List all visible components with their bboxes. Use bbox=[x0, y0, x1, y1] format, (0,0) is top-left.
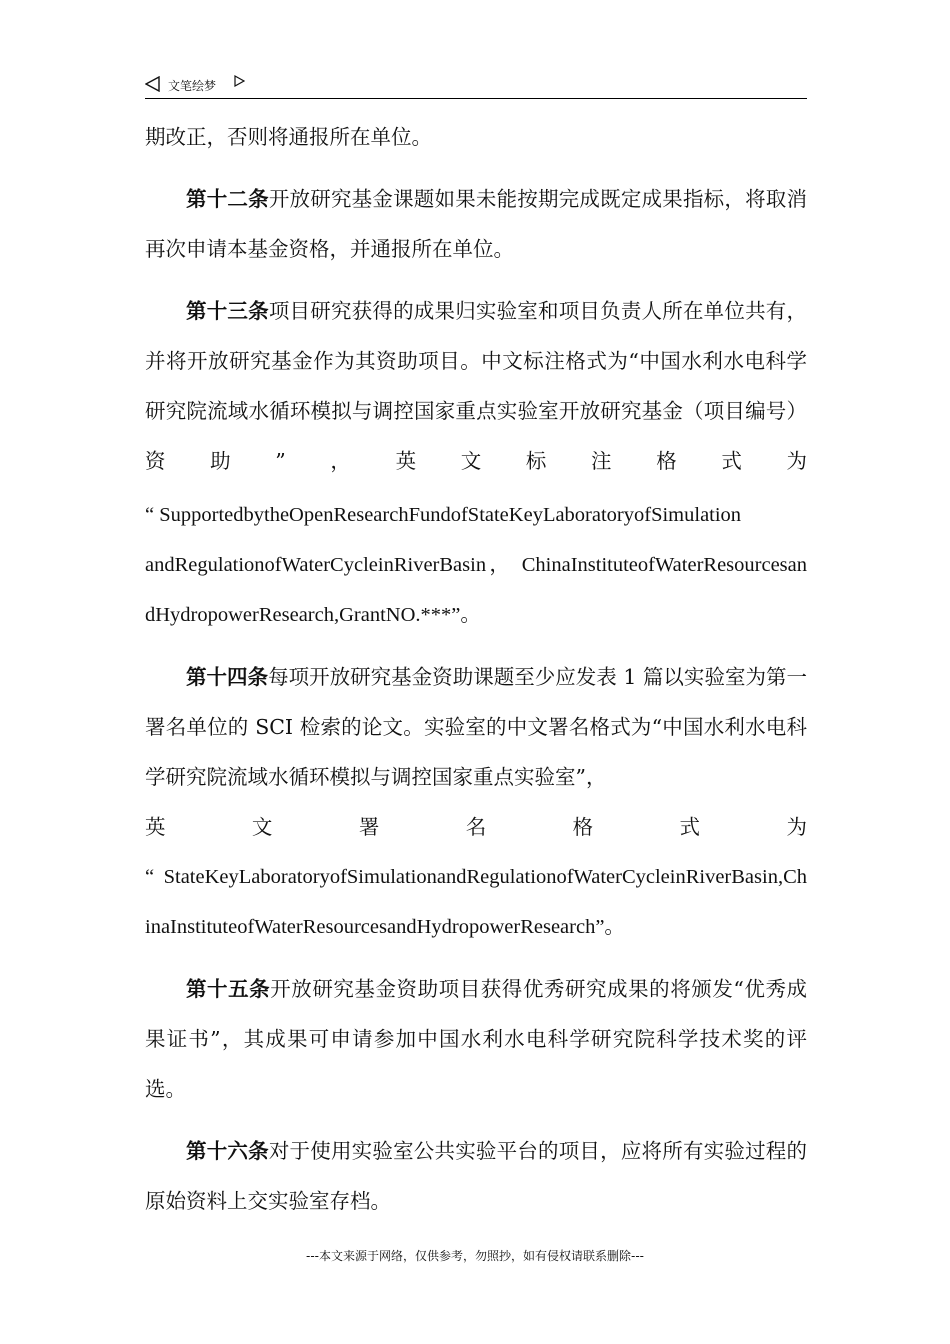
article-13 bbox=[145, 286, 807, 640]
article-12-text: 开放研究基金课题如果未能按期完成既定成果指标，将取消再次申请本基金资格，并通报所在单位。 bbox=[145, 187, 807, 261]
article-13-english-1: “ SupportedbytheOpenResearchFundofStateKeyLaboratoryofSimulation bbox=[145, 504, 742, 526]
spread-char: 文 bbox=[251, 815, 273, 839]
article-14-text: 每项开放研究基金资助课题至少应发表 1 篇以实验室为第一署名单位的 SCI 检索的论文。实验室的中文署名格式为“中国水利水电科学研究院流域水循环模拟与调控国家重点实验室”， bbox=[145, 665, 808, 789]
article-14-body bbox=[145, 652, 807, 802]
article-14-english bbox=[145, 852, 807, 952]
article-13-label: 第十三条 bbox=[186, 299, 269, 323]
article-13-english-line-1 bbox=[145, 490, 807, 540]
article-14 bbox=[145, 652, 807, 952]
article-13-body bbox=[145, 286, 807, 486]
document-body bbox=[145, 112, 807, 1238]
article-15 bbox=[145, 964, 807, 1114]
paragraph-continuation bbox=[145, 112, 807, 162]
spread-char: 格 bbox=[572, 815, 594, 839]
article-14-spread-line bbox=[145, 802, 807, 852]
article-14-english-text: “ StateKeyLaboratoryofSimulationandRegulationofWaterCycleinRiverBasin,ChinaInstituteofWaterResourcesandHydropowerResearch”。 bbox=[145, 866, 807, 938]
spread-char: 英 bbox=[145, 815, 166, 839]
page-footer: ---本文来源于网络，仅供参考，勿照抄，如有侵权请联系删除--- bbox=[306, 1249, 644, 1263]
spread-char: 名 bbox=[465, 815, 487, 839]
spread-char: 为 bbox=[786, 815, 807, 839]
article-12 bbox=[145, 174, 807, 274]
article-13-english-line-2 bbox=[145, 540, 807, 640]
page-header bbox=[145, 72, 807, 99]
article-14-label: 第十四条 bbox=[186, 665, 269, 689]
article-15-text: 开放研究基金资助项目获得优秀研究成果的将颁发“优秀成果证书”，其成果可申请参加中国水利水电科学研究院科学技术奖的评选。 bbox=[145, 977, 808, 1101]
article-13-english-2: andRegulationofWaterCycleinRiverBasin， ChinaInstituteofWaterResourcesandHydropowerResearch,GrantNO.***”。 bbox=[145, 554, 807, 626]
header-title: 文笔绘梦 bbox=[168, 79, 217, 93]
article-16-label: 第十六条 bbox=[186, 1139, 269, 1163]
article-15-label: 第十五条 bbox=[186, 977, 271, 1001]
spread-char: 署 bbox=[358, 815, 380, 839]
article-12-label: 第十二条 bbox=[186, 187, 269, 211]
left-triangle-icon bbox=[145, 76, 161, 92]
right-triangle-icon bbox=[233, 75, 245, 87]
article-16 bbox=[145, 1126, 807, 1226]
continuation-text: 期改正，否则将通报所在单位。 bbox=[145, 125, 432, 149]
article-13-text: 项目研究获得的成果归实验室和项目负责人所在单位共有，并将开放研究基金作为其资助项目。中文标注格式为“中国水利水电科学研究院流域水循环模拟与调控国家重点实验室开放研究基金（项目编号）资助”，英文标注格式为 bbox=[145, 299, 807, 473]
spread-char: 式 bbox=[679, 815, 701, 839]
article-16-text: 对于使用实验室公共实验平台的项目，应将所有实验过程的原始资料上交实验室存档。 bbox=[145, 1139, 807, 1213]
